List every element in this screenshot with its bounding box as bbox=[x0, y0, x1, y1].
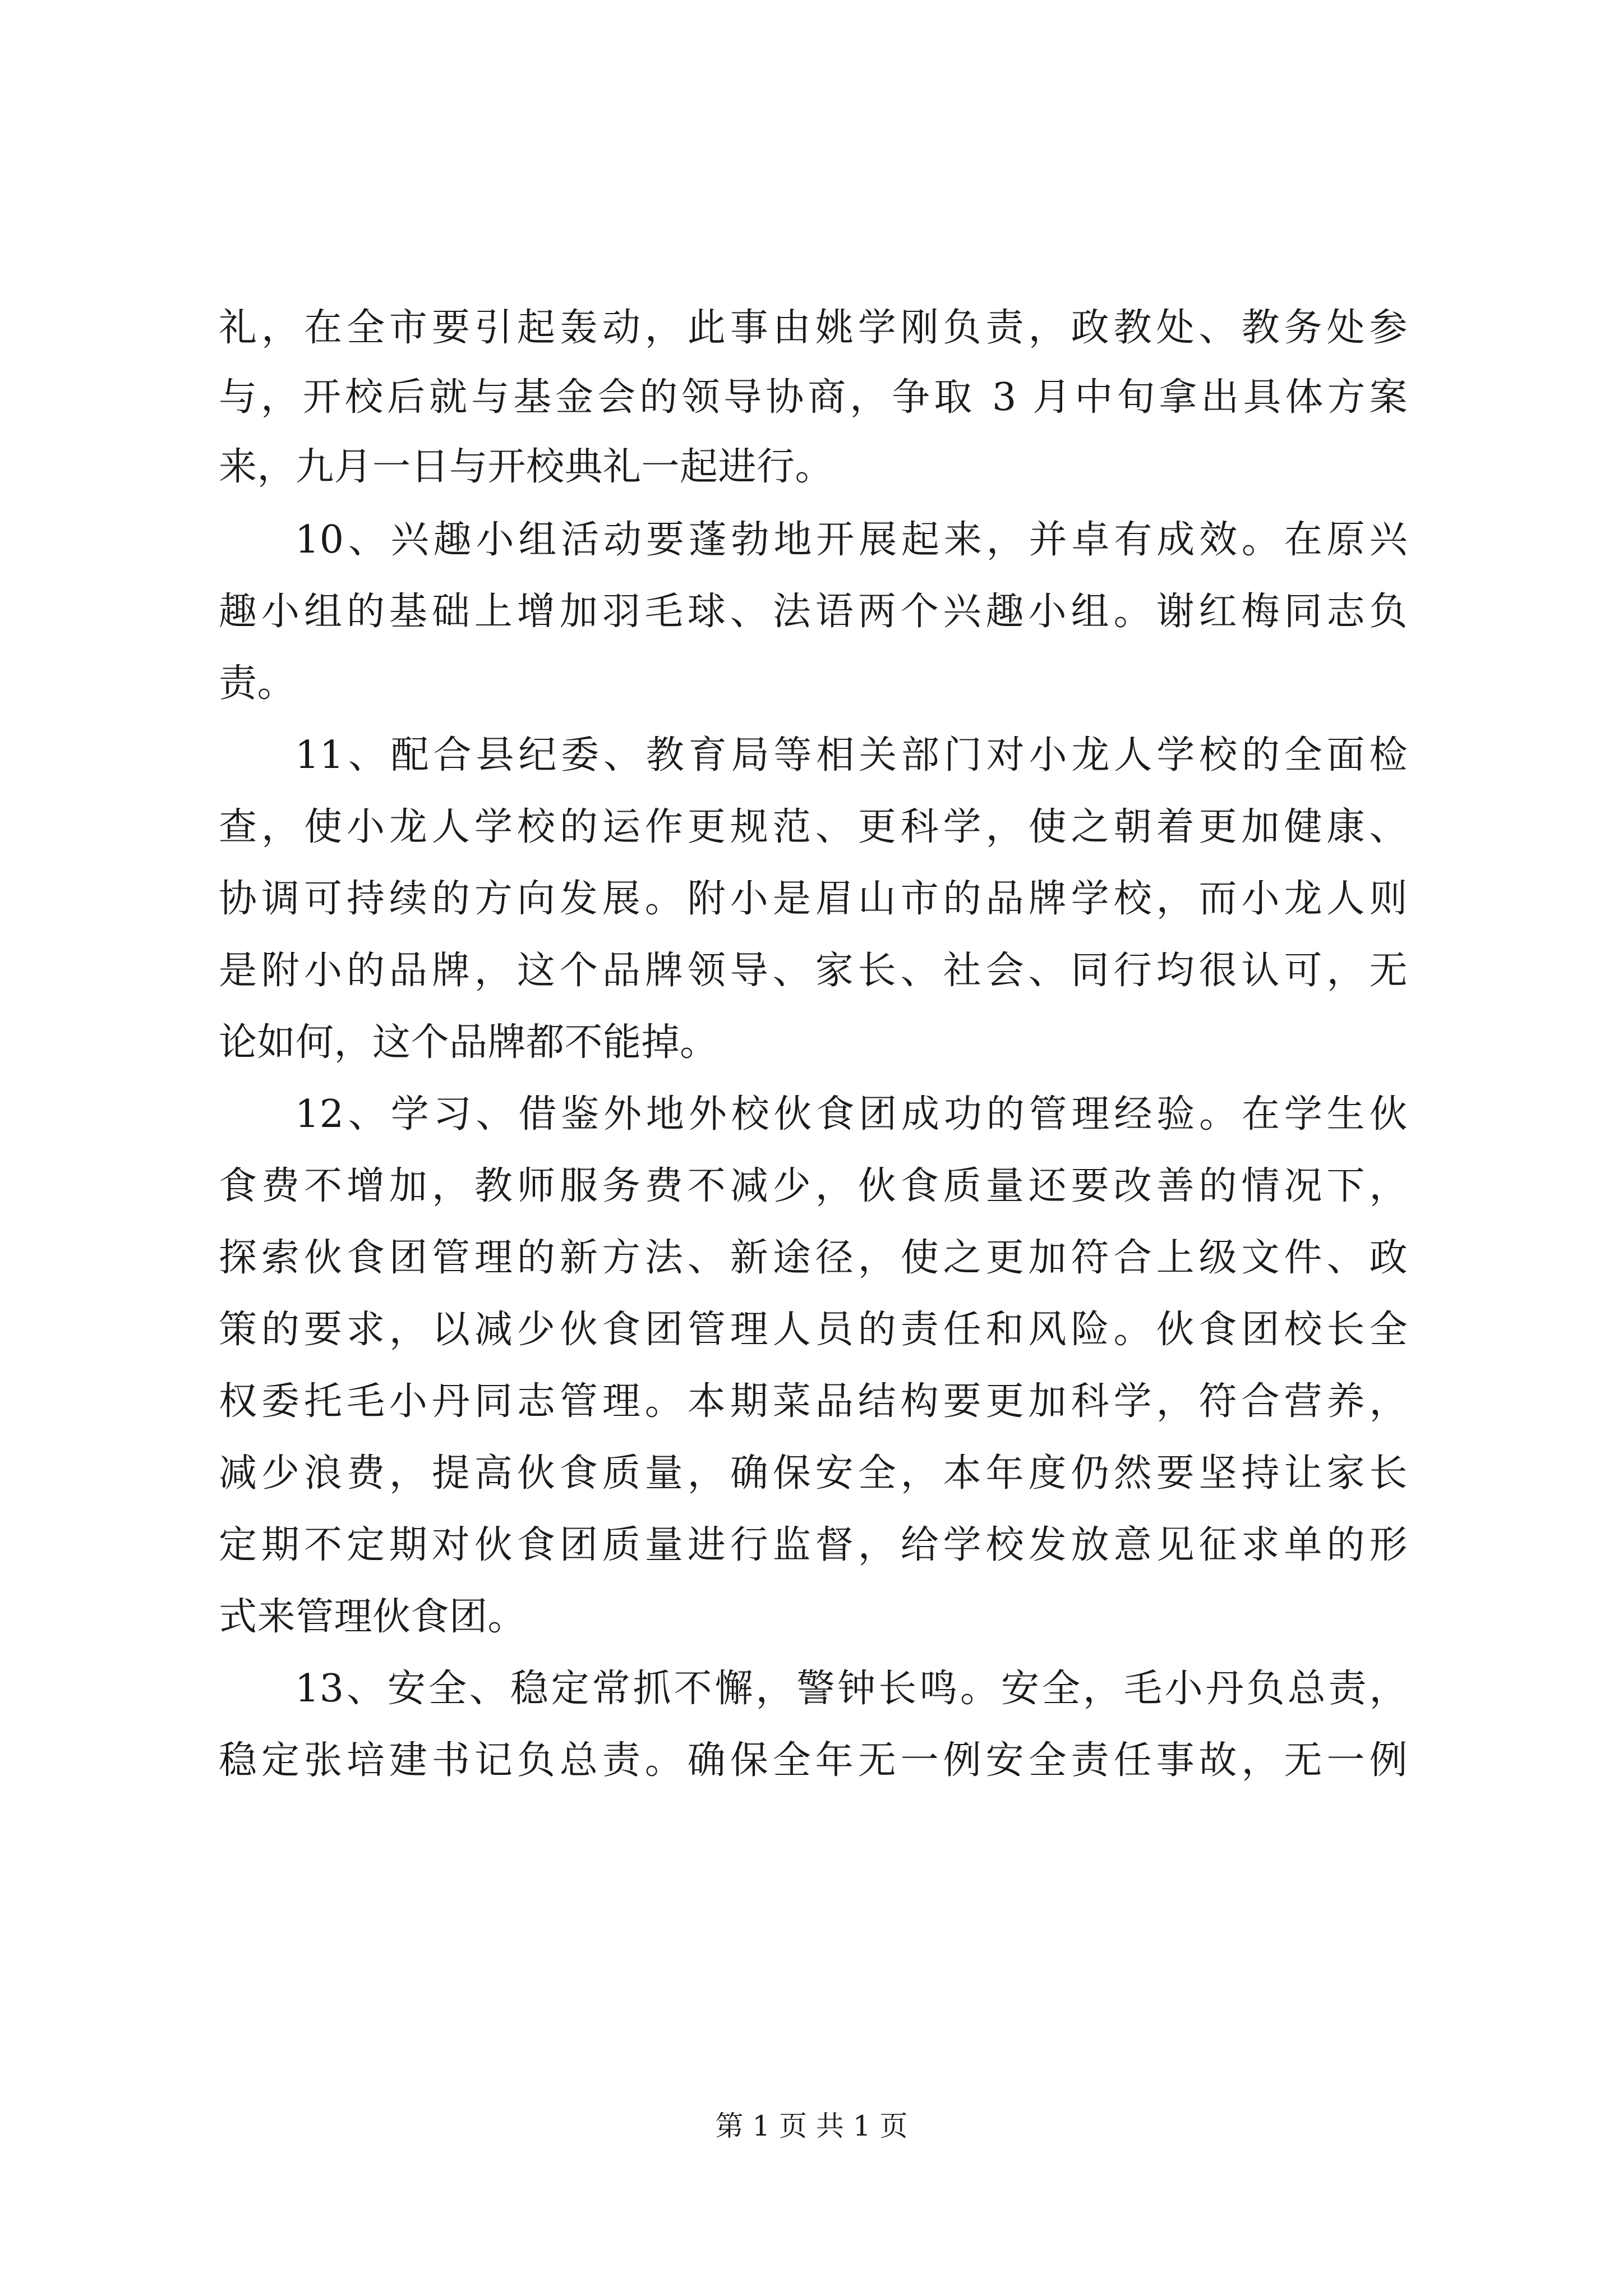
text-line: 定期不定期对伙食团质量进行监督，给学校发放意见征求单的形 bbox=[219, 1523, 1408, 1567]
text-line: 趣小组的基础上增加羽毛球、法语两个兴趣小组。谢红梅同志负 bbox=[219, 590, 1408, 634]
page-footer: 第 1 页 共 1 页 bbox=[715, 2110, 908, 2142]
text-line: 稳定张培建书记负总责。确保全年无一例安全责任事故，无一例 bbox=[219, 1738, 1408, 1783]
text-line: 责。 bbox=[219, 661, 296, 706]
text-line: 是附小的品牌，这个品牌领导、家长、社会、同行均很认可，无 bbox=[219, 949, 1408, 993]
paragraph-start-line: 13、安全、稳定常抓不懈，警钟长鸣。安全，毛小丹负总责， bbox=[295, 1667, 1408, 1711]
text-line: 式来管理伙食团。 bbox=[219, 1595, 527, 1639]
text-line: 权委托毛小丹同志管理。本期菜品结构要更加科学，符合营养， bbox=[219, 1379, 1408, 1424]
paragraph-start-line: 12、学习、借鉴外地外校伙食团成功的管理经验。在学生伙 bbox=[295, 1092, 1408, 1137]
paragraph-start-line: 10、兴趣小组活动要蓬勃地开展起来，并卓有成效。在原兴 bbox=[295, 518, 1408, 562]
text-line: 协调可持续的方向发展。附小是眉山市的品牌学校，而小龙人则 bbox=[219, 877, 1408, 921]
text-line: 论如何，这个品牌都不能掉。 bbox=[219, 1020, 718, 1065]
text-line: 减少浪费，提高伙食质量，确保安全，本年度仍然要坚持让家长 bbox=[219, 1451, 1408, 1496]
paragraph-start-line: 11、配合县纪委、教育局等相关部门对小龙人学校的全面检 bbox=[295, 733, 1408, 777]
text-line: 礼，在全市要引起轰动，此事由姚学刚负责，政教处、教务处参 bbox=[219, 306, 1408, 350]
text-line: 查，使小龙人学校的运作更规范、更科学，使之朝着更加健康、 bbox=[219, 805, 1408, 849]
text-line: 探索伙食团管理的新方法、新途径，使之更加符合上级文件、政 bbox=[219, 1236, 1408, 1280]
text-line: 食费不增加，教师服务费不减少，伙食质量还要改善的情况下， bbox=[219, 1164, 1408, 1208]
text-line: 策的要求，以减少伙食团管理人员的责任和风险。伙食团校长全 bbox=[219, 1308, 1408, 1352]
text-line: 来，九月一日与开校典礼一起进行。 bbox=[219, 445, 834, 489]
text-line: 与，开校后就与基金会的领导协商，争取 3 月中旬拿出具体方案 bbox=[219, 375, 1408, 420]
